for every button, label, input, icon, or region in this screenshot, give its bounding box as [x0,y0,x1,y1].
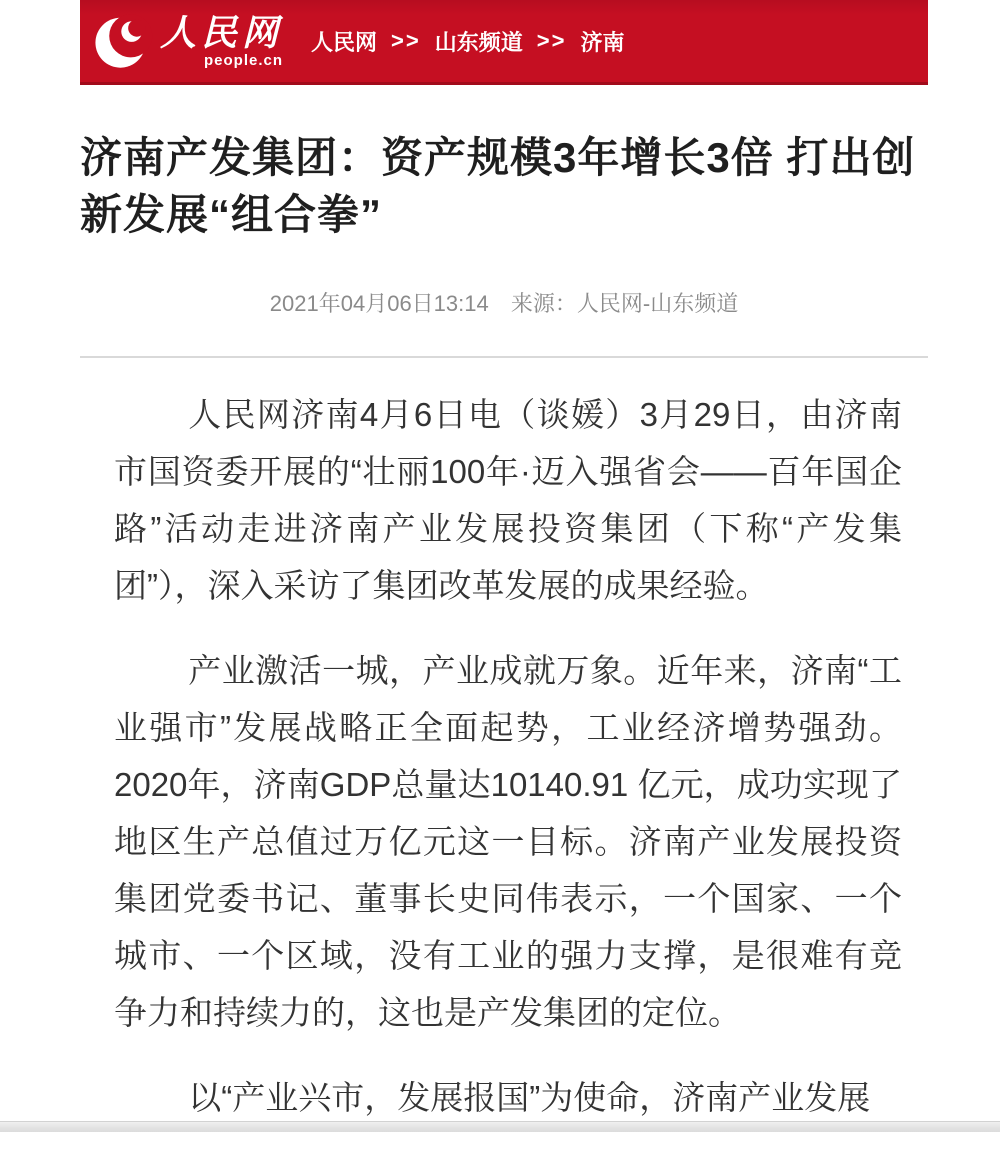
crescent-moon-swirl-icon [92,10,154,72]
article-meta [80,287,928,318]
breadcrumb-separator: >> [391,28,421,53]
article-body [80,386,928,1126]
article-container [80,85,928,1154]
logo-name-cn: 人民网 [160,11,284,53]
bottom-section-edge [0,1121,1000,1132]
people-cn-logo[interactable] [80,10,283,72]
breadcrumb-link-people[interactable]: 人民网 [311,29,378,55]
breadcrumb-link-shandong-channel[interactable]: 山东频道 [434,29,523,55]
breadcrumb-separator: >> [536,28,567,53]
publish-date: 2021年04月06日13:14 [269,291,489,316]
paragraph-3: 以“产业兴市，发展报国”为使命，济南产业发展 [188,1079,871,1116]
breadcrumb-link-jinan[interactable]: 济南 [580,29,625,55]
meta-divider [80,356,928,358]
article-title: 济南产发集团：资产规模3年增长3倍 打出创新发展“组合拳” [80,134,916,238]
source-name: 人民网-山东频道 [576,291,739,316]
source-label: 来源： [510,291,577,316]
header-bar [80,0,928,85]
logo-domain: people.cn [204,51,284,69]
paragraph-1: 人民网济南4月6日电（谈媛）3月29日，由济南市国资委开展的“壮丽100年·迈入强省会——百年国企路”活动走进济南产业发展投资集团（下称“产发集团”），深入采访了集团改革发展的成果经验。 [114,396,902,604]
breadcrumb [311,26,624,57]
logo-text [160,11,284,69]
paragraph-2: 产业激活一城，产业成就万象。近年来，济南“工业强市”发展战略正全面起势，工业经济增势强劲。2020年，济南GDP总量达10140.91 亿元，成功实现了地区生产总值过万亿元这一目标。济南产业发展投资集团党委书记、董事长史同伟表示，一个国家、一个城市、一个区域，没有工业的强力支撑，是很难有竞争力和持续力的，这也是产发集团的定位。 [114,652,902,1031]
